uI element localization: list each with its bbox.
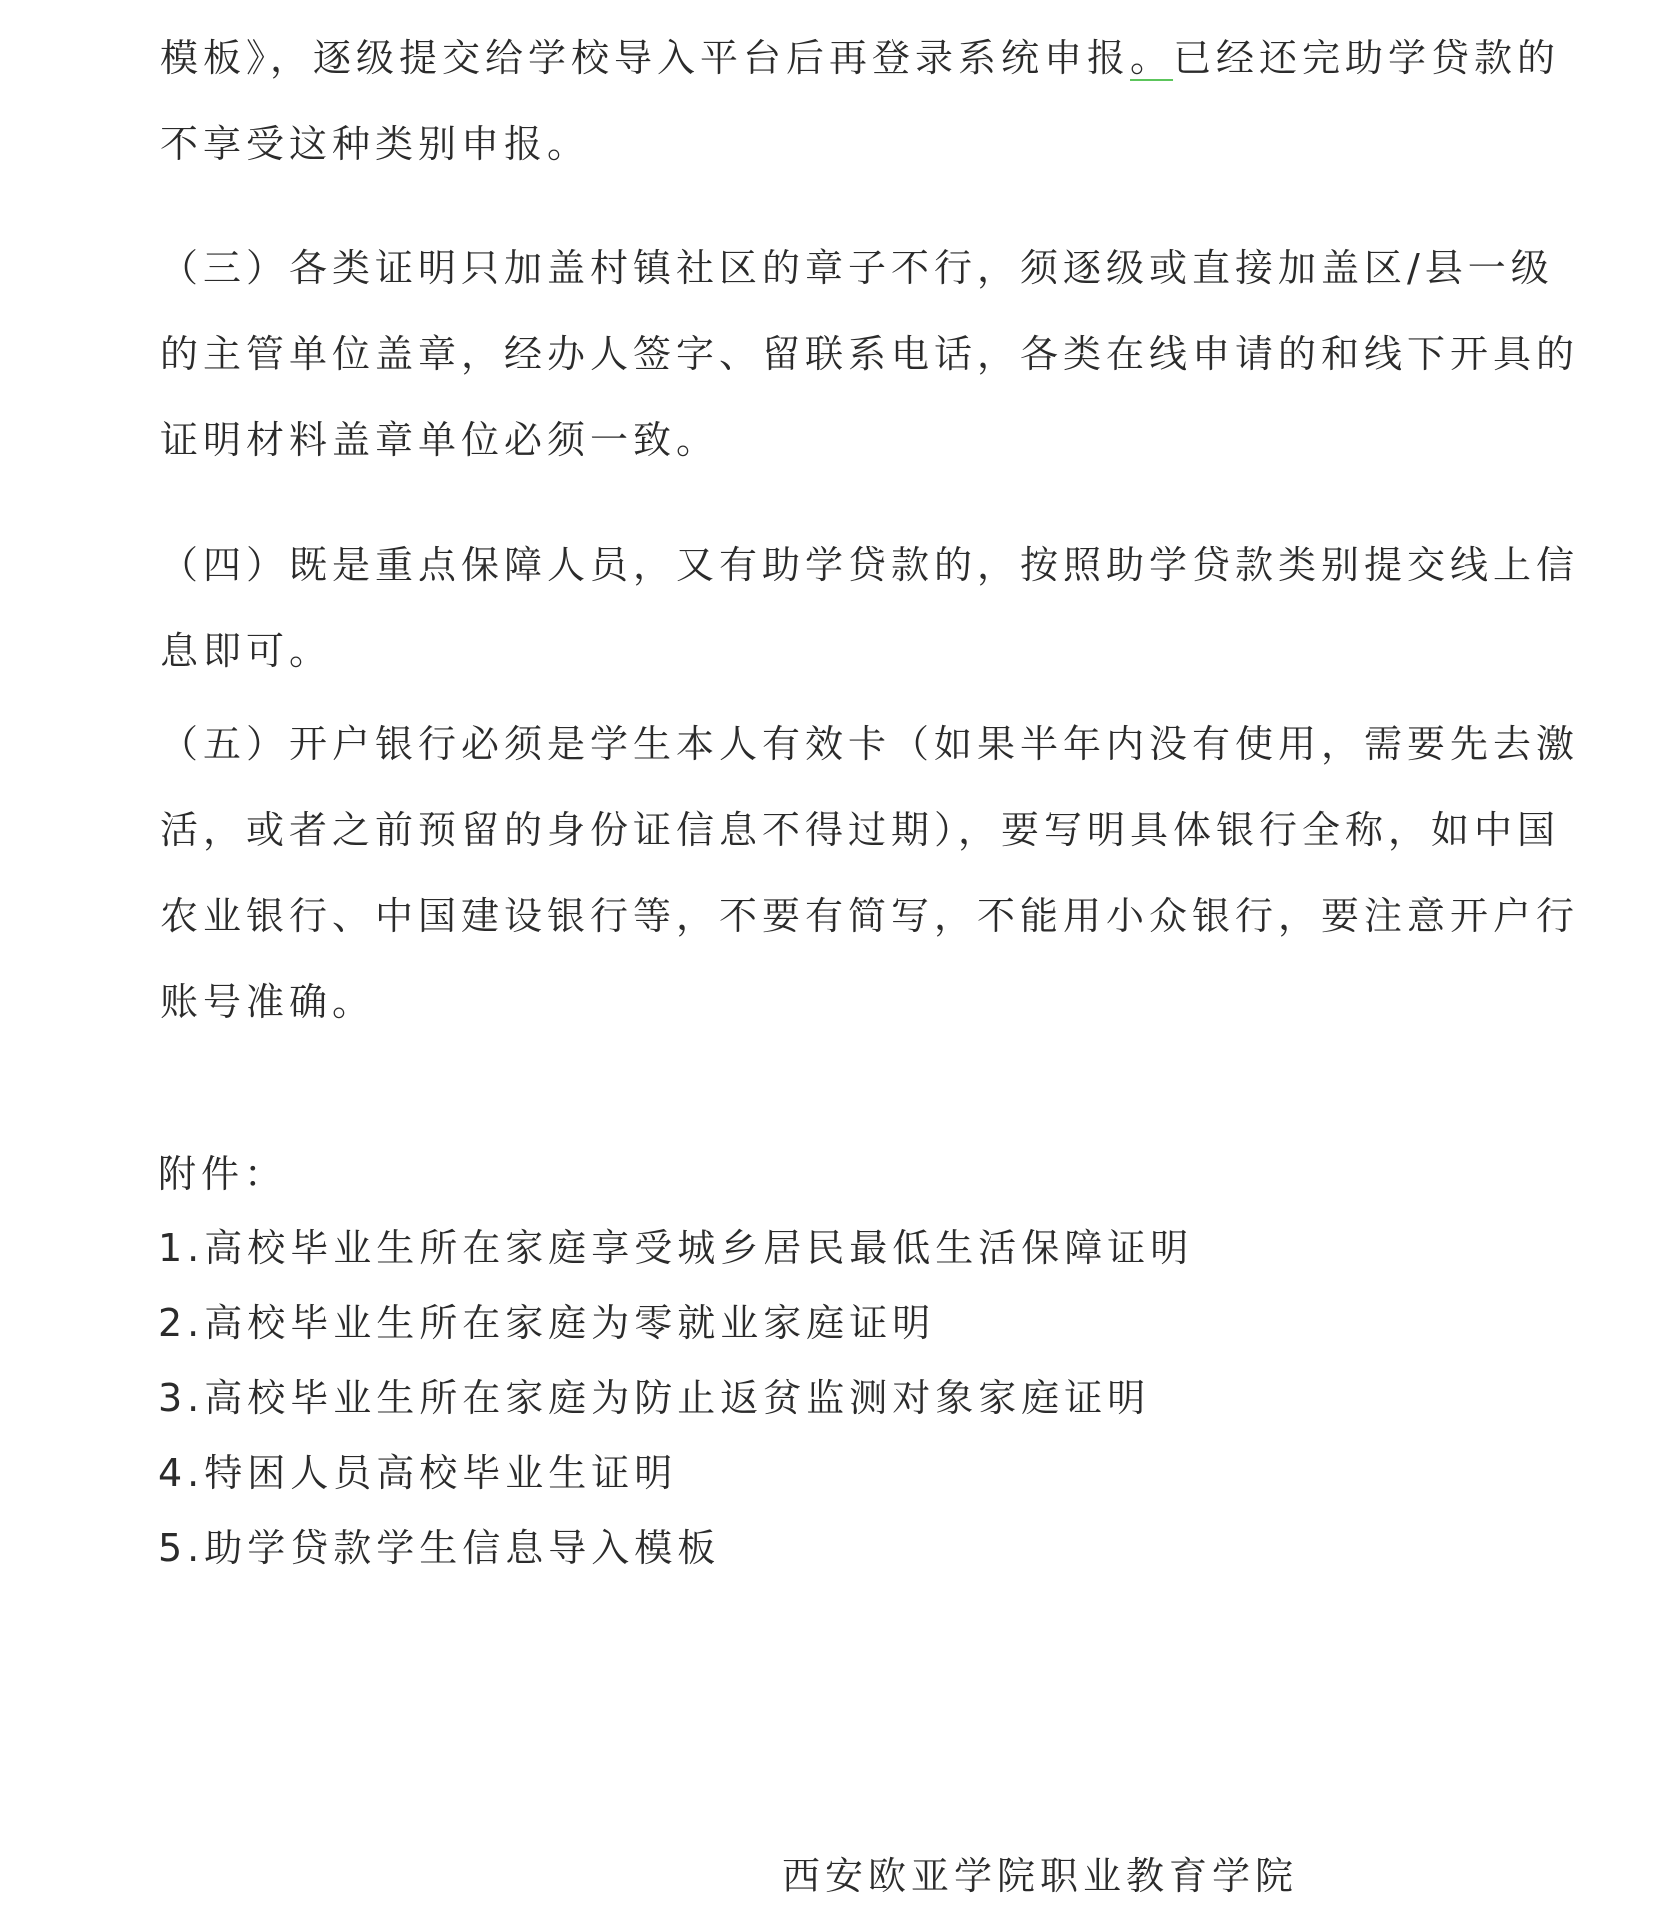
paragraph-5-line-1: （五）开户银行必须是学生本人有效卡（如果半年内没有使用，需要先去激 — [160, 722, 1580, 766]
paragraph-4-line-1: （四）既是重点保障人员，又有助学贷款的，按照助学贷款类别提交线上信 — [160, 543, 1580, 587]
paragraph-4-line-2: 息即可。 — [160, 629, 333, 673]
paragraph-3-line-1: （三）各类证明只加盖村镇社区的章子不行，须逐级或直接加盖区/县一级 — [160, 246, 1554, 290]
issuer-signature: 西安欧亚学院职业教育学院 — [782, 1854, 1299, 1898]
attachment-item-5: 5.助学贷款学生信息导入模板 — [158, 1526, 721, 1570]
intro-line-2: 不享受这种类别申报。 — [160, 122, 591, 166]
intro-line-1 — [160, 34, 1561, 82]
paragraph-3-line-2: 的主管单位盖章，经办人签字、留联系电话，各类在线申请的和线下开具的 — [160, 332, 1580, 376]
attachment-item-1: 1.高校毕业生所在家庭享受城乡居民最低生活保障证明 — [158, 1226, 1194, 1270]
intro-underlined-mark: 。 — [1130, 36, 1174, 80]
paragraph-5-line-4: 账号准确。 — [160, 980, 376, 1024]
intro-line-1-text-c: 已经还完助学贷款的 — [1173, 36, 1561, 80]
intro-line-1-text-a: 模板》，逐级提交给学校导入平台后再登录系统申报 — [160, 36, 1131, 80]
paragraph-5-line-2: 活，或者之前预留的身份证信息不得过期），要写明具体银行全称，如中国 — [160, 808, 1561, 852]
paragraph-3-line-3: 证明材料盖章单位必须一致。 — [160, 418, 720, 462]
attachment-item-2: 2.高校毕业生所在家庭为零就业家庭证明 — [158, 1301, 936, 1345]
attachment-item-4: 4.特困人员高校毕业生证明 — [158, 1451, 678, 1495]
paragraph-5-line-3: 农业银行、中国建设银行等，不要有简写，不能用小众银行，要注意开户行 — [160, 894, 1580, 938]
attachments-heading: 附件： — [158, 1152, 288, 1196]
attachment-item-3: 3.高校毕业生所在家庭为防止返贫监测对象家庭证明 — [158, 1376, 1151, 1420]
